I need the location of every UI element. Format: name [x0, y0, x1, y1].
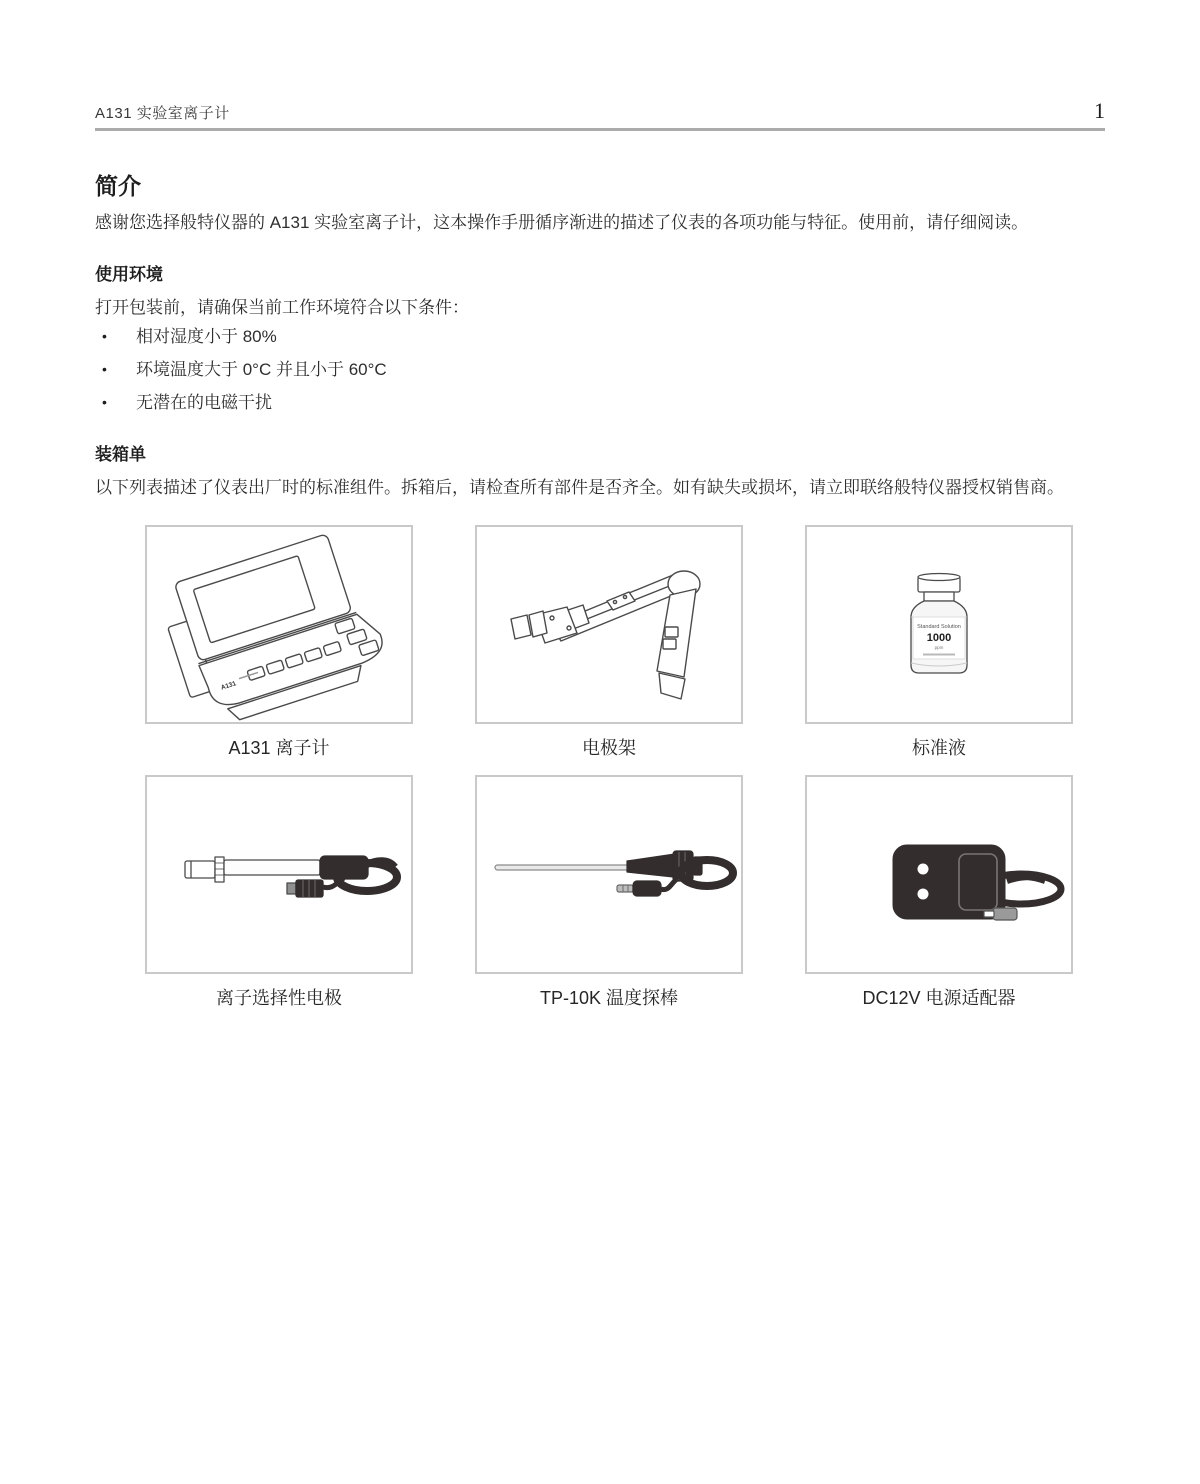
- intro-title: 简介: [95, 173, 141, 199]
- bullet-icon: •: [102, 361, 107, 377]
- list-item: [95, 393, 1105, 412]
- environment-title: 使用环境: [95, 265, 163, 284]
- figure-frame: [145, 775, 413, 974]
- page-number: 1: [1094, 98, 1105, 123]
- packing-lead: 以下列表描述了仪表出厂时的标准组件。拆箱后，请检查所有部件是否齐全。如有缺失或损坏，请立即联络般特仪器授权销售商。: [95, 478, 1064, 497]
- list-item: [95, 327, 1105, 346]
- figure-frame: [805, 525, 1073, 724]
- packing-item: [475, 525, 743, 759]
- bottle-label-title: Standard Solution: [917, 624, 961, 630]
- bullet-text: 环境温度大于 0°C 并且小于 60°C: [136, 360, 387, 379]
- environment-lead: 打开包装前，请确保当前工作环境符合以下条件：: [95, 298, 469, 317]
- figure-frame: [145, 525, 413, 724]
- list-item: [95, 360, 1105, 379]
- temperature-probe-illustration: [477, 777, 741, 972]
- packing-grid: [145, 525, 1073, 1009]
- page-body: [95, 174, 1105, 1009]
- figure-caption: DC12V 电源适配器: [862, 988, 1016, 1008]
- figure-frame: [805, 775, 1073, 974]
- packing-title: 装箱单: [95, 445, 146, 464]
- bullet-text: 相对湿度小于 80%: [136, 327, 277, 346]
- bottle-label-unit: ppm: [934, 645, 944, 650]
- bottle-label-fineprint: [923, 654, 955, 656]
- packing-item: [145, 775, 413, 1009]
- power-adapter-illustration: [807, 777, 1071, 972]
- doc-title: A131 实验室离子计: [95, 105, 230, 122]
- figure-frame: [475, 775, 743, 974]
- header-rule: [95, 128, 1105, 131]
- packing-item: [145, 525, 413, 759]
- bullet-icon: •: [102, 328, 107, 344]
- figure-caption: TP-10K 温度探棒: [539, 988, 679, 1008]
- page-header: [95, 0, 1105, 131]
- electrode-stand-illustration: [477, 527, 741, 722]
- bullet-text: 无潜在的电磁干扰: [136, 393, 272, 412]
- figure-frame: [475, 525, 743, 724]
- device-label: A131: [220, 680, 238, 692]
- figure-caption: 电极架: [582, 738, 636, 758]
- packing-item: [805, 525, 1073, 759]
- figure-caption: 标准液: [912, 738, 966, 758]
- packing-item: [475, 775, 743, 1009]
- figure-caption: 离子选择性电极: [216, 988, 342, 1008]
- packing-item: [805, 775, 1073, 1009]
- environment-list: [95, 327, 1105, 412]
- bullet-icon: •: [102, 394, 107, 410]
- ion-meter-illustration: [147, 527, 411, 722]
- figure-caption: A131 离子计: [228, 738, 330, 758]
- ion-selective-electrode-illustration: [147, 777, 411, 972]
- standard-solution-bottle-illustration: [807, 527, 1071, 722]
- bottle-label-value: 1000: [926, 632, 952, 644]
- intro-paragraph: 感谢您选择般特仪器的 A131 实验室离子计，这本操作手册循序渐进的描述了仪表的各项功能与特征。使用前，请仔细阅读。: [95, 213, 1029, 232]
